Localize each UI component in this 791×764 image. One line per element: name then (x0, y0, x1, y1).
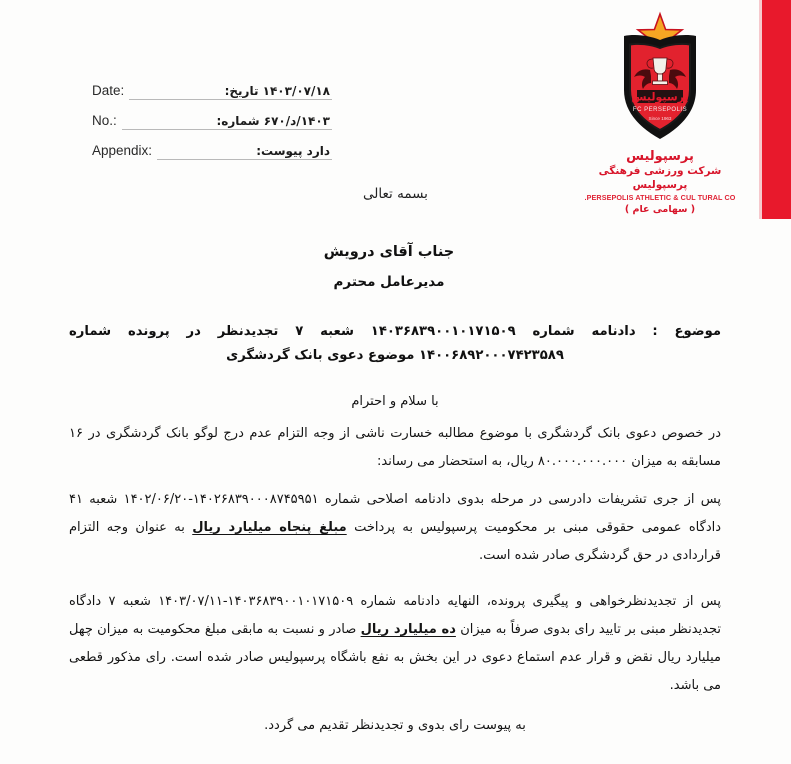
subject-line: موضوع : دادنامه شماره ۱۴۰۳۶۸۳۹۰۰۱۰۱۷۱۵۰۹ شعبه ۷ تجدیدنظر در پرونده شماره ۱۴۰۰۶۸۹۲۰۰۰۷۴۲۳۵۸۹ موضوع دعوی بانک گردشگری (69, 324, 722, 364)
appendix-value: دارد پیوست: (256, 144, 330, 158)
number-label-en: No.: (92, 113, 117, 128)
paragraph-appeal-result (69, 588, 721, 700)
persepolis-crest-icon (571, 8, 749, 148)
svg-text:FC PERSEPOLIS: FC PERSEPOLIS (632, 107, 688, 113)
salutation: با سلام و احترام (351, 394, 439, 409)
appendix-rule (157, 145, 332, 160)
date-label-en: Date: (92, 83, 125, 98)
paragraph-appeal-part2: صادر و نسبت به مابقی مبلغ محکومیت به میزان چهل میلیارد ریال نقض و قرار عدم استماع دعوی در این بخش به نفع باشگاه پرسپولیس صادر شده است. رای مذکور قطعی می باشد. (69, 621, 721, 693)
paragraph-first-instance-part2: به عنوان وجه التزام قراردادی در حق گردشگری صادر شده است. (69, 519, 721, 563)
meta-row-date (92, 70, 332, 100)
company-name-en: PERSEPOLIS ATHLETIC & CUL TURAL CO. (584, 192, 736, 202)
addressee-block (59, 245, 719, 290)
appendix-label-en: Appendix: (92, 143, 153, 158)
addressee-name: جناب آقای درویش (323, 244, 455, 260)
closing-line: به پیوست رای بدوی و تجدیدنظر تقدیم می گردد. (264, 718, 526, 733)
paragraph-first-instance-part1: پس از جری تشریفات دادرسی در مرحله بدوی دادنامه اصلاحی شماره ۱۴۰۲۶۸۳۹۰۰۰۸۷۴۵۹۵۱-۱۴۰۲/۰۶/۲۰ شعبه ۴۱ دادگاه عمومی حقوقی مبنی بر محکومیت پرسپولیس به پرداخت (69, 492, 722, 535)
svg-text:پرسپولیس: پرسپولیس (631, 90, 689, 104)
legal-form-fa: ( سهامی عام ) (624, 204, 696, 216)
date-value: ۱۴۰۳/۰۷/۱۸ تاریخ: (224, 84, 330, 98)
date-rule (129, 85, 332, 100)
brand-name-fa: پرسپولیس (626, 149, 694, 164)
addressee-role: مدیرعامل محترم (333, 273, 445, 290)
company-name-fa: شرکت ورزشی فرهنگی پرسپولیس (598, 165, 722, 191)
paragraph-appeal-part1: پس از تجدیدنظرخواهی و پیگیری پرونده، النهایه دادنامه شماره ۱۴۰۳۶۸۳۹۰۰۱۰۱۷۱۵۰۹-۱۴۰۳/۰۷/۱۱ شعبه ۷ دادگاه تجدیدنظر مبنی بر تایید رای بدوی صرفاً به میزان (69, 594, 721, 637)
paragraph-claim-summary: در خصوص دعوی بانک گردشگری با موضوع مطالبه خسارت ناشی از وجه التزام عدم درج لوگو بانک گردشگری در ۱۶ مسابقه به میزان ۸۰.۰۰۰.۰۰۰.۰۰۰ ریال، به استحضار می رساند: (69, 426, 721, 469)
number-value: ۱۴۰۳/د/۶۷۰ شماره: (216, 114, 330, 128)
number-rule (122, 115, 332, 130)
first-instance-amount: مبلغ پنجاه میلیارد ریال (192, 519, 347, 535)
meta-row-appendix (92, 130, 332, 160)
invocation: بسمه تعالی (363, 186, 428, 202)
paragraph-first-instance (69, 486, 721, 570)
appeal-confirmed-amount: ده میلیارد ریال (360, 621, 456, 637)
letter-meta-fields (92, 70, 332, 160)
svg-text:Since 1963: Since 1963 (648, 116, 672, 121)
meta-row-number (92, 100, 332, 130)
